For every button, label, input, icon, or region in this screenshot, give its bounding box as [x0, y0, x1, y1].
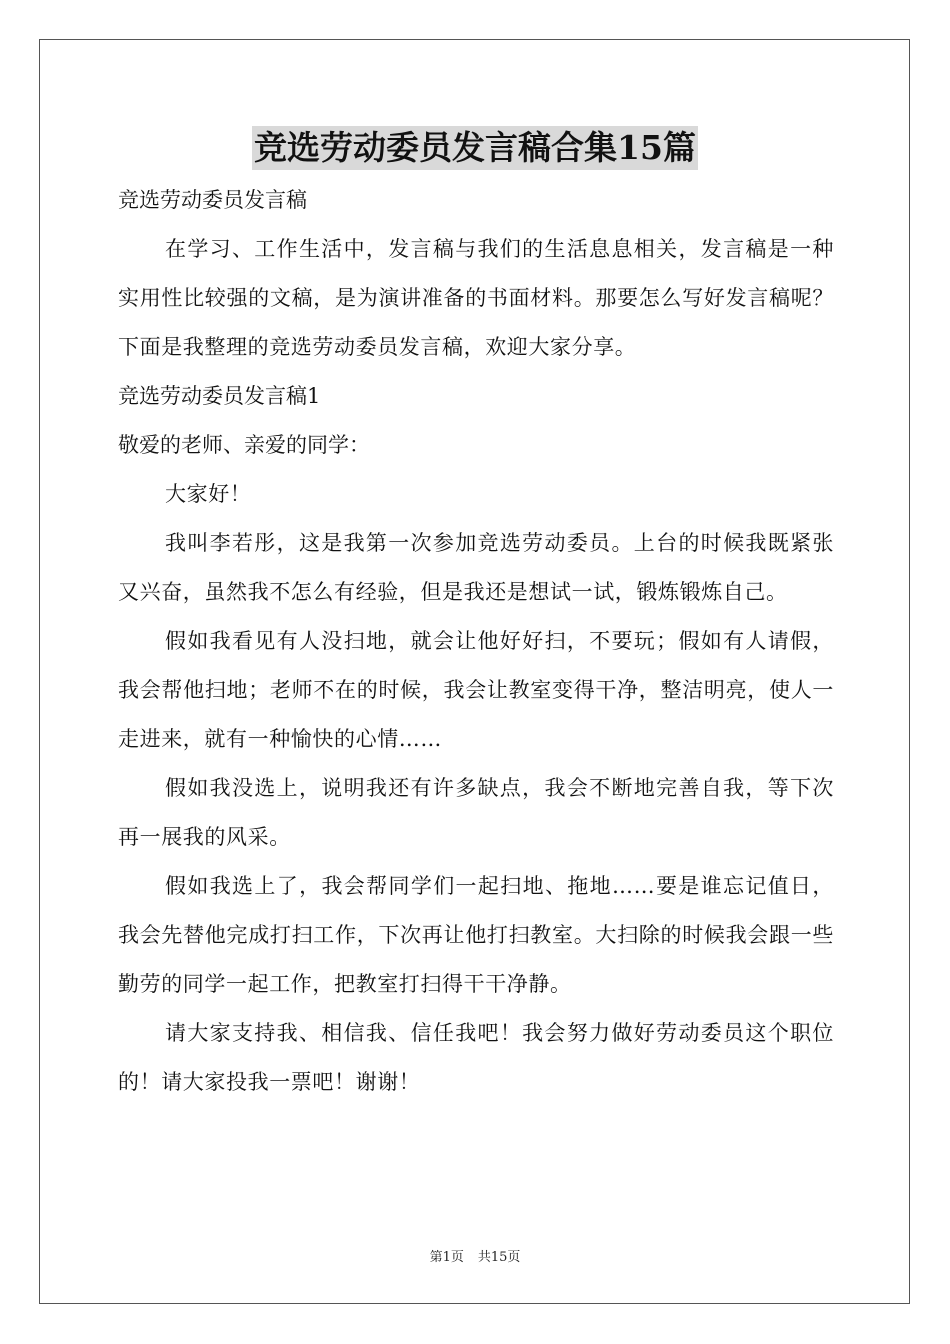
page-total: 共15页 — [477, 1250, 521, 1265]
page-footer — [0, 1246, 950, 1265]
section-heading: 竞选劳动委员发言稿1 — [118, 384, 321, 408]
body-paragraph: 假如我选上了，我会帮同学们一起扫地、拖地……要是谁忘记值日，我会先替他完成打扫工作，下次再让他打扫教室。大扫除的时候我会跟一些勤劳的同学一起工作，把教室打扫得干干净静。 — [118, 874, 834, 996]
document-title: 竞选劳动委员发言稿合集15篇 — [252, 126, 698, 170]
body-paragraph: 假如我看见有人没扫地，就会让他好好扫，不要玩；假如有人请假，我会帮他扫地；老师不在的时候，我会让教室变得干净，整洁明亮，使人一走进来，就有一种愉快的心情…… — [118, 629, 834, 751]
body-paragraph: 我叫李若彤，这是我第一次参加竞选劳动委员。上台的时候我既紧张又兴奋，虽然我不怎么有经验，但是我还是想试一试，锻炼锻炼自己。 — [118, 531, 834, 604]
document-body — [118, 176, 834, 1107]
body-paragraph: 请大家支持我、相信我、信任我吧！我会努力做好劳动委员这个职位的！请大家投我一票吧！谢谢！ — [118, 1021, 834, 1094]
intro-paragraph: 在学习、工作生活中，发言稿与我们的生活息息相关，发言稿是一种实用性比较强的文稿，是为演讲准备的书面材料。那要怎么写好发言稿呢？下面是我整理的竞选劳动委员发言稿，欢迎大家分享。 — [118, 237, 834, 359]
document-subtitle: 竞选劳动委员发言稿 — [118, 188, 307, 212]
body-paragraph: 假如我没选上，说明我还有许多缺点，我会不断地完善自我，等下次再一展我的风采。 — [118, 776, 834, 849]
greeting: 大家好！ — [165, 482, 252, 506]
title-area — [0, 126, 950, 170]
salutation: 敬爱的老师、亲爱的同学： — [118, 433, 370, 457]
page-number: 第1页 — [429, 1250, 464, 1265]
